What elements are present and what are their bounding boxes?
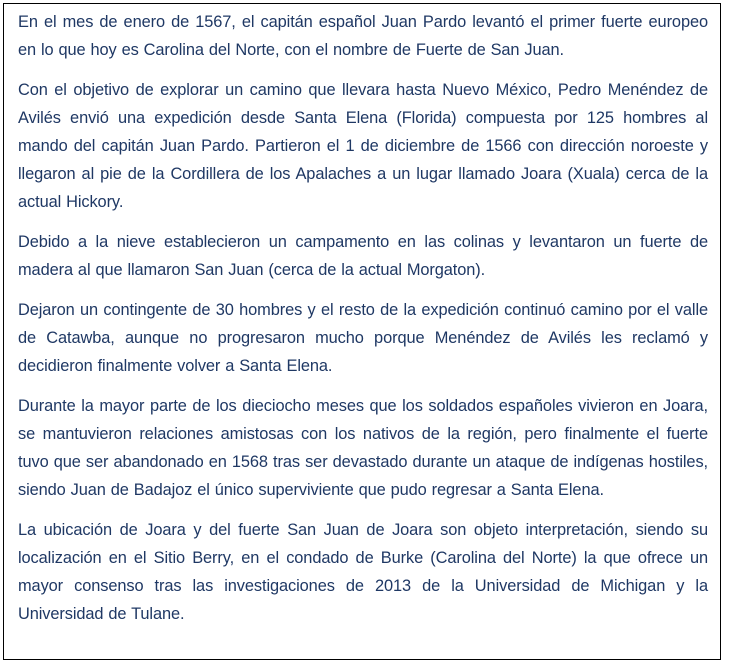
paragraph-abandono: Durante la mayor parte de los dieciocho meses que los soldados españoles vivieron en Joara, se mantuvieron relaciones amistosas con los nativos de la región, pero finalmente el fuerte tuvo que ser abandonado en 1568 tras ser devastado durante un ataque de indígenas hostiles, siendo Juan de Badajoz el único superviviente que pudo regresar a Santa Elena. (18, 397, 708, 499)
paragraph-ubicacion: La ubicación de Joara y del fuerte San Juan de Joara son objeto interpretación, siendo su localización en el Sitio Berry, en el condado de Burke (Carolina del Norte) la que ofrece un mayor consenso tras las investigaciones de 2013 de la Universidad de Michigan y la Universidad de Tulane. (18, 521, 708, 623)
paragraph-contingente: Dejaron un contingente de 30 hombres y el resto de la expedición continuó camino por el valle de Catawba, aunque no progresaron mucho porque Menéndez de Avilés les reclamó y decidieron finalmente volver a Santa Elena. (18, 301, 708, 375)
paragraph-expedicion: Con el objetivo de explorar un camino que llevara hasta Nuevo México, Pedro Menéndez de Avilés envió una expedición desde Santa Elena (Florida) compuesta por 125 hombres al mando del capitán Juan Pardo. Partieron el 1 de diciembre de 1566 con dirección noroeste y llegaron al pie de la Cordillera de los Apalaches a un lugar llamado Joara (Xuala) cerca de la actual Hickory. (18, 81, 708, 211)
paragraph-campamento: Debido a la nieve establecieron un campamento en las colinas y levantaron un fuerte de madera al que llamaron San Juan (cerca de la actual Morgaton). (18, 233, 708, 279)
document-frame (3, 3, 721, 660)
paragraph-fuerte-san-juan: En el mes de enero de 1567, el capitán español Juan Pardo levantó el primer fuerte europeo en lo que hoy es Carolina del Norte, con el nombre de Fuerte de San Juan. (18, 13, 708, 59)
